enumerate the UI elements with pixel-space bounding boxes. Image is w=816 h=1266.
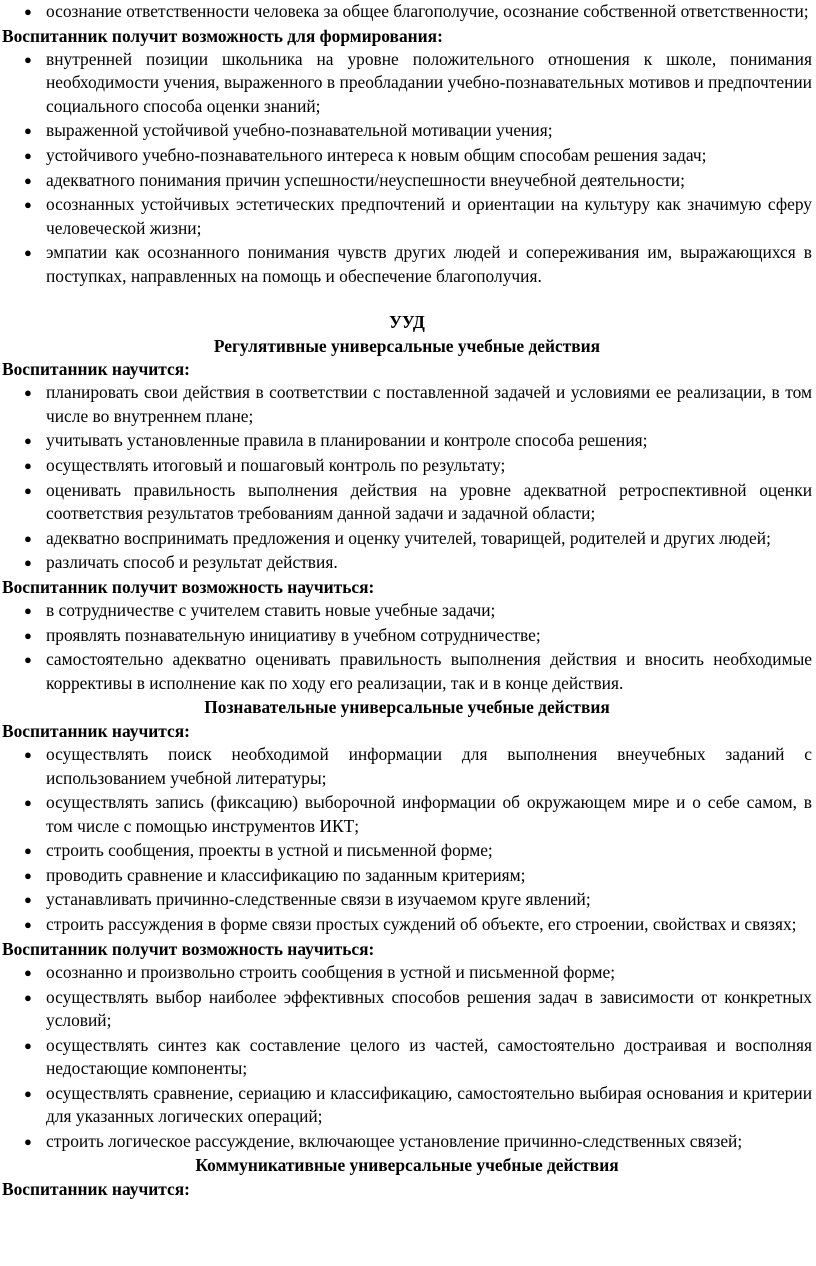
list-item <box>2 429 812 452</box>
bullet-icon: ● <box>24 433 32 449</box>
list-item-text: осуществлять поиск необходимой информации для выполнения внеучебных заданий с использованием учебной литературы; <box>46 744 812 788</box>
list-item-text: адекватно воспринимать предложения и оценку учителей, товарищей, родителей и других людей; <box>46 527 771 548</box>
bullet-icon: ● <box>24 385 32 401</box>
list-item-text: внутренней позиции школьника на уровне положительного отношения к школе, понимания необходимости учения, выраженного в преобладании учебно-познавательных мотивов и предпочтении социального способа оценки знаний; <box>46 49 812 116</box>
list-item-text: адекватного понимания причин успешности/неуспешности внеучебной деятельности; <box>46 169 685 190</box>
bullet-icon: ● <box>24 1133 32 1149</box>
bullet-icon: ● <box>24 148 32 163</box>
list-item-text: учитывать установленные правила в планировании и контроле способа решения; <box>46 430 648 451</box>
bullet-icon: ● <box>24 989 32 1005</box>
list-item <box>2 839 812 862</box>
section-heading: Воспитанник научится: <box>2 720 190 741</box>
list-item <box>2 551 812 574</box>
bullet-icon: ● <box>24 458 32 473</box>
bullet-icon: ● <box>24 652 32 668</box>
list-item <box>2 791 812 838</box>
list-item <box>2 648 812 695</box>
list-item <box>2 888 812 911</box>
bullet-icon: ● <box>24 197 32 213</box>
bullet-icon: ● <box>24 603 32 619</box>
bullet-list <box>2 381 812 574</box>
list-item <box>2 48 812 118</box>
bullet-icon: ● <box>24 4 32 19</box>
bullet-list <box>2 599 812 695</box>
list-item <box>2 961 812 984</box>
list-item-text: проявлять познавательную инициативу в учебном сотрудничестве; <box>46 624 541 645</box>
list-item-text: осознанных устойчивых эстетических предпочтений и ориентации на культуру как значимую сферу человеческой жизни; <box>46 194 812 238</box>
list-item-text: осуществлять итоговый и пошаговый контроль по результату; <box>46 455 506 475</box>
bullet-icon: ● <box>24 795 32 811</box>
section-title: Познавательные универсальные учебные действия <box>204 697 610 718</box>
bullet-icon: ● <box>24 123 32 139</box>
list-item-text: оценивать правильность выполнения действия на уровне адекватной ретроспективной оценки соответствия результатов требованиям данной задачи и задачной области; <box>46 479 812 523</box>
list-item-text: осознание ответственности человека за общее благополучие, осознание собственной ответственности; <box>46 1 809 21</box>
section-heading: Воспитанник научится: <box>2 359 190 379</box>
list-item <box>2 624 812 647</box>
bullet-icon: ● <box>24 52 32 67</box>
list-item <box>2 241 812 288</box>
list-item-text: в сотрудничестве с учителем ставить новые учебные задачи; <box>46 600 496 621</box>
bullet-icon: ● <box>24 555 32 571</box>
list-item-text: осуществлять синтез как составление целого из частей, самостоятельно достраивая и восполняя недостающие компоненты; <box>46 1034 812 1078</box>
bullet-icon: ● <box>24 1037 32 1053</box>
bullet-list <box>2 743 812 936</box>
bullet-icon: ● <box>24 482 32 498</box>
list-item-text: осознанно и произвольно строить сообщения в устной и письменной форме; <box>46 961 616 982</box>
list-item-text: осуществлять выбор наиболее эффективных способов решения задач в зависимости от конкретных условий; <box>46 986 812 1030</box>
list-item <box>2 479 812 526</box>
list-item-text: строить сообщения, проекты в устной и письменной форме; <box>46 840 493 861</box>
bullet-list <box>2 48 812 288</box>
list-item-text: самостоятельно адекватно оценивать правильность выполнения действия и вносить необходимые коррективы в исполнение как по ходу его реализации, так и в конце действия. <box>46 649 812 693</box>
bullet-icon: ● <box>24 867 32 883</box>
bullet-icon: ● <box>24 964 32 980</box>
list-item <box>2 169 812 192</box>
list-item <box>2 527 812 550</box>
list-item <box>2 743 812 790</box>
list-item <box>2 864 812 887</box>
list-item <box>2 144 812 167</box>
list-item-text: осуществлять запись (фиксацию) выборочной информации об окружающем мире и о себе самом, в том числе с помощью инструментов ИКТ; <box>46 792 812 836</box>
bullet-icon: ● <box>24 747 32 763</box>
list-item-text: строить рассуждения в форме связи простых суждений об объекте, его строении, свойствах и связях; <box>46 913 797 934</box>
list-item <box>2 913 812 936</box>
section-title: Регулятивные универсальные учебные действия <box>213 335 601 356</box>
bullet-list <box>2 0 812 23</box>
list-item <box>2 986 812 1033</box>
bullet-icon: ● <box>24 916 32 932</box>
list-item <box>2 193 812 240</box>
list-item-text: проводить сравнение и классификацию по заданным критериям; <box>46 864 526 885</box>
list-item <box>2 381 812 428</box>
section-heading: Воспитанник получит возможность научиться: <box>2 576 375 597</box>
list-item <box>2 599 812 622</box>
section-title: Коммуникативные универсальные учебные действия <box>195 1155 619 1176</box>
list-item-text: осуществлять сравнение, сериацию и классификацию, самостоятельно выбирая основания и критерии для указанных логических операций; <box>46 1082 812 1126</box>
bullet-list <box>2 961 812 1153</box>
section-heading: Воспитанник получит возможность для формирования: <box>2 25 443 46</box>
list-item-text: устойчивого учебно-познавательного интереса к новым общим способам решения задач; <box>46 145 707 165</box>
bullet-icon: ● <box>24 172 32 188</box>
list-item <box>2 0 812 23</box>
section-title: УУД <box>389 312 425 333</box>
bullet-icon: ● <box>24 1085 32 1101</box>
list-item-text: устанавливать причинно-следственные связи в изучаемом круге явлений; <box>46 889 591 910</box>
list-item <box>2 454 812 477</box>
list-item <box>2 119 812 142</box>
list-item-text: эмпатии как осознанного понимания чувств других людей и сопереживания им, выражающихся в поступках, направленных на помощь и обеспечение благополучия. <box>46 242 812 286</box>
list-item-text: выраженной устойчивой учебно-познавательной мотивации учения; <box>46 120 553 141</box>
bullet-icon: ● <box>24 245 32 261</box>
section-heading: Воспитанник научится: <box>2 1178 190 1199</box>
blank-line <box>2 289 812 311</box>
bullet-icon: ● <box>24 530 32 546</box>
list-item-text: планировать свои действия в соответствии с поставленной задачей и условиями ее реализации, в том числе во внутреннем плане; <box>46 382 812 426</box>
list-item-text: строить логическое рассуждение, включающее установление причинно-следственных связей; <box>46 1130 743 1151</box>
bullet-icon: ● <box>24 892 32 908</box>
list-item <box>2 1130 812 1153</box>
list-item-text: различать способ и результат действия. <box>46 552 338 573</box>
list-item <box>2 1034 812 1081</box>
section-heading: Воспитанник получит возможность научиться: <box>2 938 375 959</box>
bullet-icon: ● <box>24 627 32 643</box>
bullet-icon: ● <box>24 843 32 859</box>
list-item <box>2 1082 812 1129</box>
